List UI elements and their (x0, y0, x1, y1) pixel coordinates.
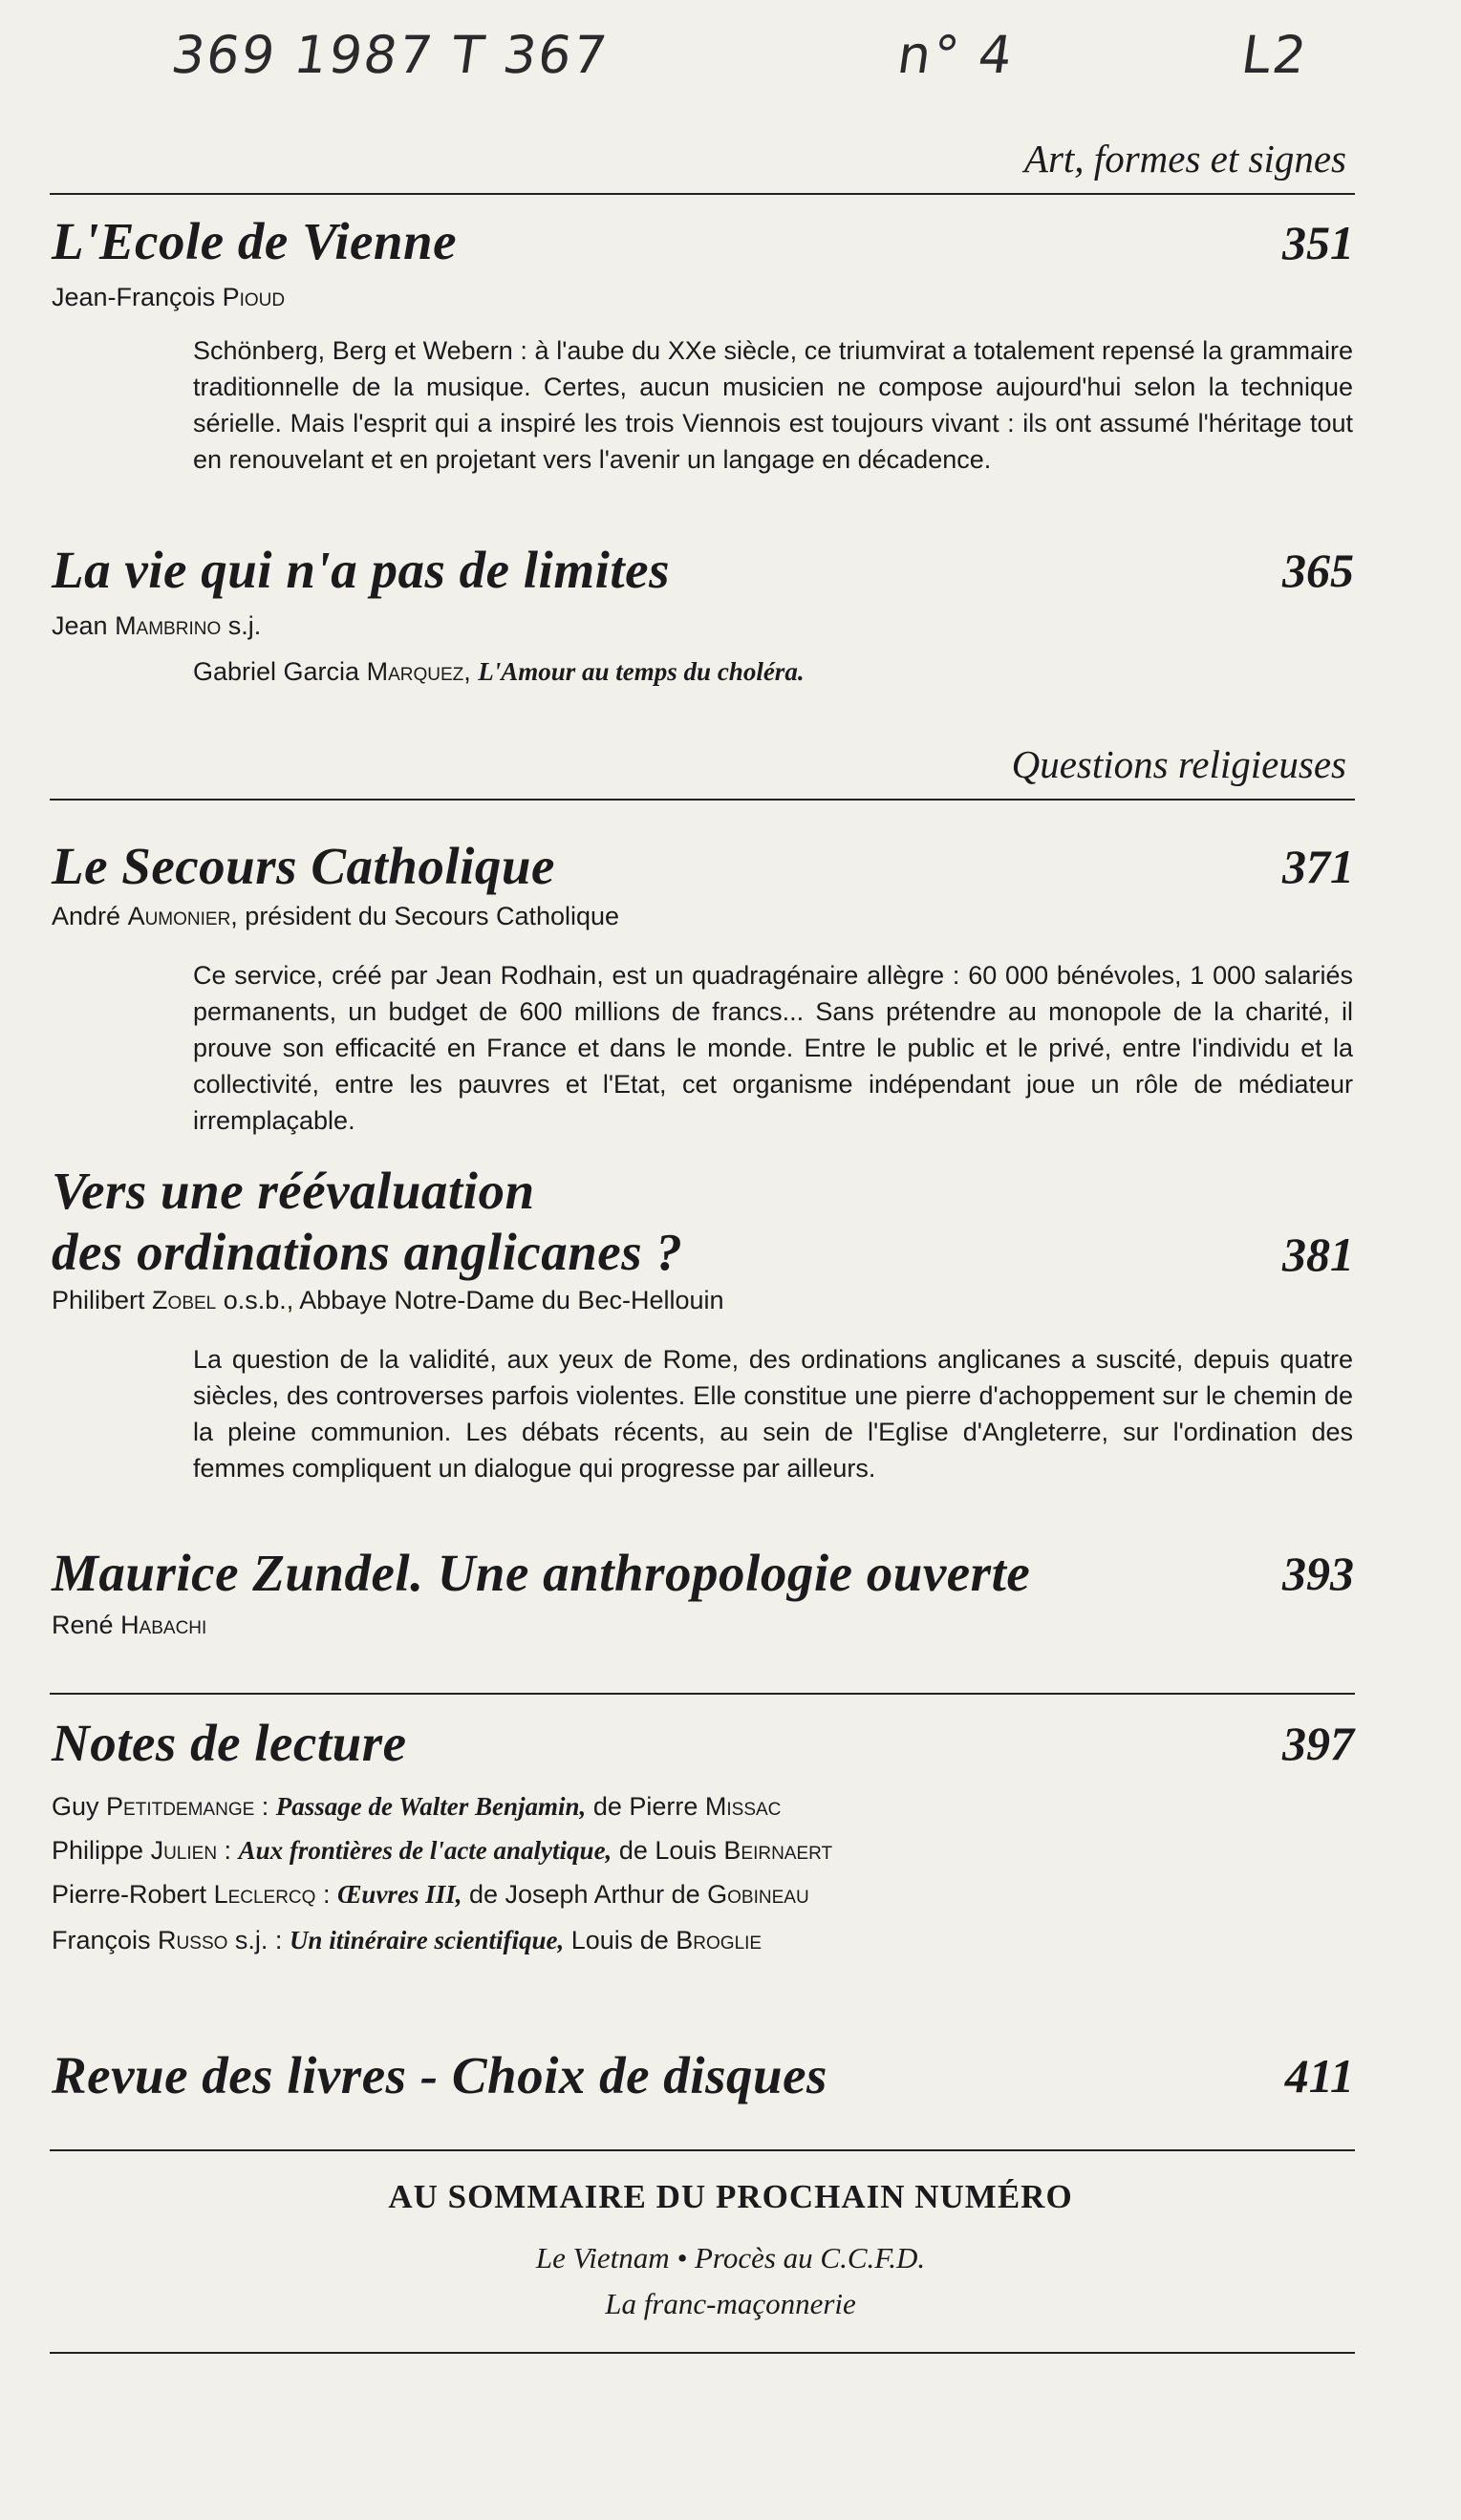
article-page-number: 365 (1282, 544, 1354, 597)
divider (50, 2352, 1355, 2354)
article-author: Jean-François Pioud (52, 283, 286, 311)
article-title: Revue des livres - Choix de disques (52, 2046, 827, 2104)
section-label-religion: Questions religieuses (1011, 742, 1346, 786)
article-title: Maurice Zundel. Une anthropologie ouverte (52, 1544, 1031, 1602)
article-page-number: 371 (1282, 840, 1354, 893)
article-title: Notes de lecture (52, 1714, 407, 1772)
article-page-number: 351 (1282, 216, 1354, 269)
article-title: La vie qui n'a pas de limites (52, 541, 670, 599)
reading-note: François Russo s.j. : Un itinéraire scientifique, Louis de Broglie (52, 1926, 763, 1954)
reading-note: Guy Petitdemange : Passage de Walter Benjamin, de Pierre Missac (52, 1792, 782, 1821)
divider (50, 2149, 1355, 2151)
article-summary: La question de la validité, aux yeux de Rome, des ordinations anglicanes a suscité, depuis quatre siècles, des controverses parfois violentes. Elle constitue une pierre d'achoppement sur le chemin de la pleine communion. Les débats récents, au sein de l'Eglise d'Angleterre, sur l'ordination des femmes compliquent un dialogue qui progresse par ailleurs. (193, 1345, 1353, 1483)
article-author: André Aumonier, président du Secours Catholique (52, 902, 620, 930)
article-summary: Ce service, créé par Jean Rodhain, est un quadragénaire allègre : 60 000 bénévoles, 1 000 salariés permanents, un budget de 600 millions de francs... Sans prétendre au monopole de la charité, il prouve son efficacité en France et dans le monde. Entre le public et le privé, entre l'individu et la collectivité, entre les pauvres et l'Etat, cet organisme indépendant joue un rôle de médiateur irremplaçable. (193, 961, 1353, 1135)
section-label-art: Art, formes et signes (1023, 137, 1346, 181)
article-author: Philibert Zobel o.s.b., Abbaye Notre-Dame du Bec-Hellouin (52, 1286, 724, 1314)
article-summary: Schönberg, Berg et Webern : à l'aube du XXe siècle, ce triumvirat a totalement repensé la grammaire traditionnelle de la musique. Certes, aucun musicien ne compose aujourd'hui selon la technique sérielle. Mais l'esprit qui a inspiré les trois Viennois est toujours vivant : ils ont assumé l'héritage tout en renouvelant et en projetant vers l'avenir un langage en décadence. (193, 336, 1353, 474)
divider (50, 193, 1355, 195)
article-page-number: 411 (1284, 2049, 1354, 2103)
handwritten-shelf-mark: L2 (1237, 25, 1312, 85)
next-issue-heading: AU SOMMAIRE DU PROCHAIN NUMÉRO (388, 2178, 1073, 2215)
divider (50, 1693, 1355, 1695)
article-title: L'Ecole de Vienne (52, 212, 458, 270)
reviewed-work: Gabriel Garcia Marquez, L'Amour au temps du choléra. (193, 657, 805, 686)
handwritten-call-number: 369 1987 T 367 (167, 25, 612, 85)
article-page-number: 381 (1282, 1228, 1354, 1281)
handwritten-issue-number: n° 4 (893, 25, 1019, 85)
article-author: René Habachi (52, 1611, 207, 1639)
article-page-number: 397 (1282, 1717, 1354, 1770)
divider (50, 799, 1355, 801)
next-issue-topics: Le Vietnam • Procès au C.C.F.D. (535, 2241, 926, 2274)
article-page-number: 393 (1282, 1547, 1354, 1600)
article-title: Le Secours Catholique (52, 837, 555, 895)
article-title-line-1: Vers une réévaluation (52, 1162, 535, 1220)
reading-note: Pierre-Robert Leclercq : Œuvres III, de Joseph Arthur de Gobineau (52, 1880, 809, 1909)
next-issue-topic: La franc-maçonnerie (605, 2287, 856, 2320)
reading-note: Philippe Julien : Aux frontières de l'acte analytique, de Louis Beirnaert (52, 1836, 833, 1865)
article-author: Jean Mambrino s.j. (52, 611, 262, 640)
article-title-line-2: des ordinations anglicanes ? (52, 1223, 683, 1281)
